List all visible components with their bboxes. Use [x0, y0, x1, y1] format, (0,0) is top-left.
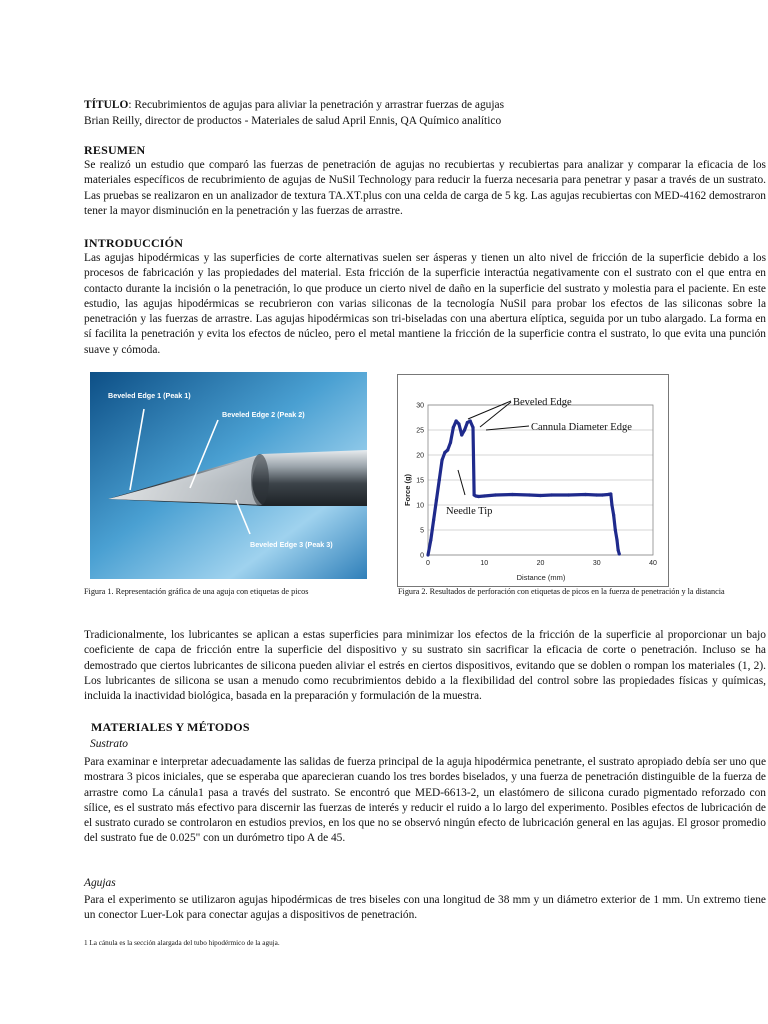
force-data-point — [432, 518, 435, 521]
y-tick-label: 5 — [420, 527, 424, 535]
force-data-point — [584, 493, 587, 496]
agujas-subheading: Agujas — [84, 877, 116, 889]
label-peak-3: Beveled Edge 3 (Peak 3) — [250, 540, 333, 549]
force-data-point — [446, 448, 449, 451]
force-data-point — [449, 441, 452, 444]
force-data-point — [457, 422, 460, 425]
title-text: : Recubrimientos de agujas para aliviar la penetración y arrastrar fuerzas de agujas — [128, 99, 505, 111]
annotation-cannula-edge: Cannula Diameter Edge — [531, 422, 632, 433]
force-data-point — [595, 493, 598, 496]
annotation-beveled-edge: Beveled Edge — [513, 397, 572, 408]
force-data-point — [429, 538, 432, 541]
arrow-beveled-edge-2 — [480, 402, 511, 427]
y-tick-label: 20 — [416, 452, 424, 460]
introduccion-heading: INTRODUCCIÓN — [84, 236, 184, 250]
force-data-point — [474, 494, 477, 497]
force-data-point — [614, 528, 617, 531]
y-tick-label: 0 — [420, 552, 424, 560]
force-data-point — [443, 451, 446, 454]
force-data-point — [528, 493, 531, 496]
force-data-point — [618, 552, 621, 555]
force-data-point — [440, 458, 443, 461]
force-data-point — [567, 493, 570, 496]
sustrato-text: Para examinar e interpretar adecuadamente las salidas de fuerza principal de la aguja hipodérmica penetrante, el sustrato apropiado debía ser uno que mostrara 3 picos iniciales, que se esperaba que aparecieran cuando los tres bordes biselados, y una fuerza de penetración distinguible de la fuerza de arrastre como La cánula1 pasa a través del sustrato. Se encontró que MED-6613-2, un elastómero de silicona curado pigmentado reforzado con sílice, es el sustrato más efectivo para discernir las fuerzas de interés y reducir el ruido a lo largo del experimento. Posibles efectos de lubricación de el sustrato curado se controlaron en estudios previos, en los que no se observó ningún efecto de lubricación general en las agujas. El grosor promedio del sustrato fue de 0.025" con un durómetro tipo A de 45. — [84, 756, 766, 845]
label-peak-1: Beveled Edge 1 (Peak 1) — [108, 391, 191, 400]
x-tick-label: 0 — [426, 560, 430, 567]
x-tick-label: 10 — [480, 560, 489, 567]
resumen-heading: RESUMEN — [84, 143, 146, 157]
force-data-point — [610, 503, 613, 506]
materiales-heading: MATERIALES Y MÉTODOS — [91, 720, 250, 734]
title-label: TÍTULO — [84, 99, 129, 111]
agujas-text: Para el experimento se utilizaron agujas hipodérmicas de tres biseles con una longitud de 38 mm y un diámetro exterior de 1 mm. Un extremo tiene un conector Luer-Lok para conectar agujas a dispositivos de penetración. — [84, 894, 766, 922]
arrow-beveled-edge-1 — [468, 401, 511, 419]
force-data-point — [477, 495, 480, 498]
force-data-point — [466, 421, 469, 424]
force-data-point — [463, 428, 466, 431]
arrow-needle-tip — [458, 470, 465, 495]
y-tick-label: 15 — [416, 477, 424, 485]
force-chart — [398, 375, 668, 586]
annotation-needle-tip: Needle Tip — [446, 506, 493, 517]
force-data-point — [606, 493, 609, 496]
force-data-point — [471, 426, 474, 429]
force-chart-frame — [397, 374, 669, 587]
force-data-point — [494, 493, 497, 496]
y-tick-label: 30 — [416, 402, 424, 410]
force-data-point — [612, 513, 615, 516]
force-data-point — [469, 419, 472, 422]
needle-illustration — [90, 372, 367, 579]
x-tick-label: 40 — [649, 560, 657, 567]
authors: Brian Reilly, director de productos - Materiales de salud April Ennis, QA Químico analítico — [84, 114, 502, 127]
force-data-point — [483, 494, 486, 497]
force-data-point — [539, 494, 542, 497]
label-peak-2: Beveled Edge 2 (Peak 2) — [222, 410, 305, 419]
x-axis-label: Distance (mm) — [516, 573, 566, 582]
force-data-point — [609, 492, 612, 495]
x-tick-label: 20 — [536, 560, 545, 567]
y-tick-label: 25 — [416, 427, 424, 435]
force-data-point — [455, 419, 458, 422]
force-data-point — [452, 426, 455, 429]
resumen-text: Se realizó un estudio que comparó las fuerzas de penetración de agujas no recubiertas y recubiertas para analizar y comparar la eficacia de los materiales específicos de recubrimiento de agujas de NuSil Technology para reducir la fuerza necesaria para penetrar y pasar a través de un sustrato. Las pruebas se realizaron en un analizador de textura TA.XT.plus con una celda de carga de 5 kg. Las agujas recubiertas con MED-4162 demostraron tener la mayor disminución en la penetración y las fuerzas de arrastre. — [84, 159, 766, 217]
x-tick-label: 30 — [592, 560, 601, 567]
figure1-caption: Figura 1. Representación gráfica de una aguja con etiquetas de picos — [84, 587, 309, 596]
paragraph-tradicionalmente: Tradicionalmente, los lubricantes se aplican a estas superficies para minimizar los efectos de la fricción de la superficie al proporcionar un bajo coeficiente de capa de fricción entre la superficie del dispositivo y su sustrato sin sacrificar la eficacia de corte o penetración. Incluso se ha demostrado que ciertos lubricantes de silicona pueden aliviar el estrés en ciertos dispositivos, evitando que se doblen o rompan los materiales (1, 2). Los lubricantes de silicona se usan a menudo como recubrimientos debido a la flexibilidad del control sobre las propiedades físicas y químicas, incluida la inactividad biológica, basada en la preparación y formulación de la muestra. — [84, 629, 766, 703]
force-data-point — [511, 493, 514, 496]
arrow-cannula-edge — [486, 426, 529, 430]
force-data-point — [601, 493, 604, 496]
force-data-point — [615, 538, 618, 541]
force-data-point — [460, 433, 463, 436]
y-tick-label: 10 — [416, 502, 424, 510]
needle-figure — [90, 372, 367, 579]
force-data-point — [435, 498, 438, 501]
force-data-point — [426, 553, 429, 556]
y-axis-label: Force (g) — [403, 473, 412, 507]
footnote: 1 La cánula es la sección alargada del tubo hipodérmico de la aguja. — [84, 939, 280, 947]
sustrato-subheading: Sustrato — [90, 738, 128, 750]
force-data-point — [550, 493, 553, 496]
introduccion-text: Las agujas hipodérmicas y las superficies de corte alternativas suelen ser ásperas y tienen un alto nivel de fricción de la superficie debido a los procesos de fabricación y las propiedades del material. Esta fricción de la superficie interactúa negativamente con el sustrato con el que entra en contacto durante la incisión o la penetración, lo que produce un cierto nivel de daño en la superficie del sustrato y molestia para el paciente. En este estudio, las agujas hipodérmicas se recubrieron con varias siliconas de la tecnología NuSil para probar los efectos de las siliconas sobre la penetración y las fuerzas de arrastre. Las agujas hipodérmicas son tri-biseladas con una abertura elíptica, seguida por un tubo alargado. La forma en sí facilita la penetración y evita los efectos de núcleo, pero el metal mantiene la fricción de la superficie contra el sustrato, lo que evita una punción suave y cómoda. — [84, 252, 766, 356]
force-data-point — [617, 548, 620, 551]
figure2-caption: Figura 2. Resultados de perforación con etiquetas de picos en la fuerza de penetración y la distancia — [398, 587, 725, 596]
title-block — [84, 98, 766, 129]
force-series-line — [428, 421, 619, 555]
force-data-point — [438, 478, 441, 481]
